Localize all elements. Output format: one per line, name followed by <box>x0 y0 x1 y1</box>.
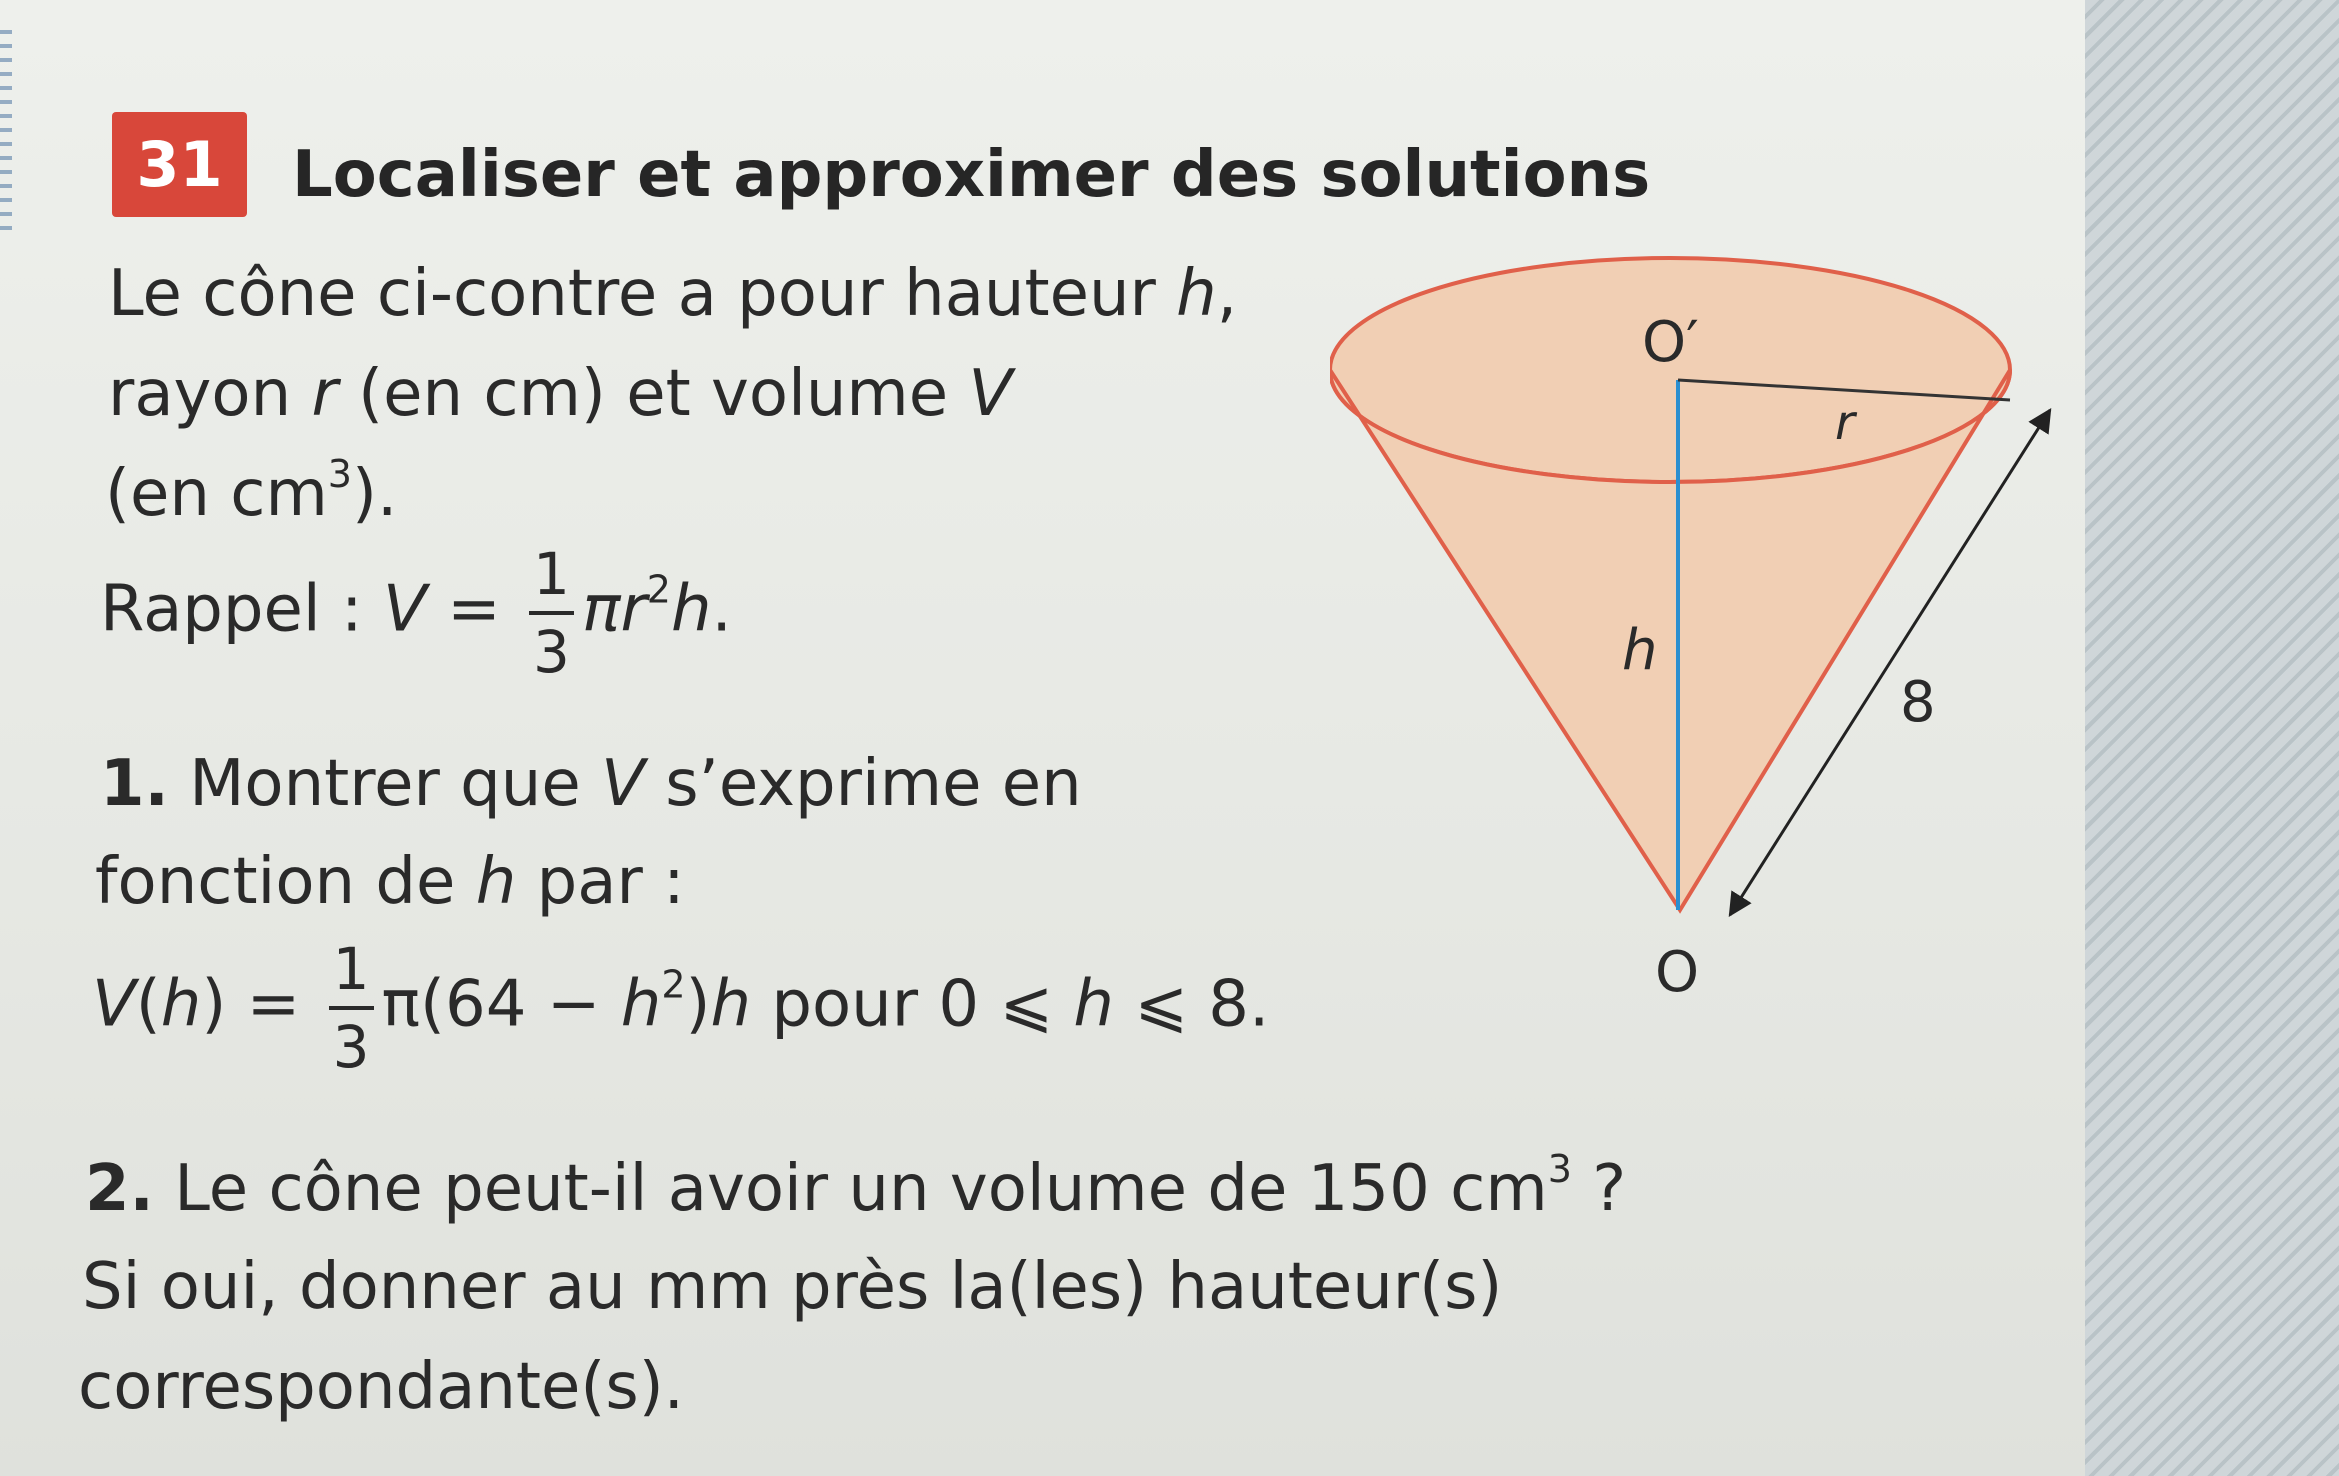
q-text: par : <box>516 845 685 919</box>
q1-line-1 <box>100 747 1082 821</box>
intro-text: rayon <box>108 357 312 431</box>
intro-line-2 <box>108 357 1013 431</box>
intro-line-1 <box>108 257 1238 331</box>
point-o-prime: O′ <box>1642 310 1699 375</box>
exponent: 2 <box>661 962 686 1007</box>
equals: = <box>426 572 522 647</box>
var-v: V <box>92 967 136 1042</box>
q1-formula <box>92 935 1270 1081</box>
q-text: fonction de <box>95 845 476 919</box>
fraction <box>529 540 574 686</box>
formula-part: π(64 − <box>381 967 621 1042</box>
fraction-bar <box>529 611 574 615</box>
exponent: 2 <box>646 567 671 612</box>
q-text: ? <box>1571 1152 1627 1226</box>
slant-label: 8 <box>1900 670 1936 735</box>
q1-line-2 <box>95 845 685 919</box>
var-v: V <box>968 357 1013 431</box>
denominator: 3 <box>533 618 570 686</box>
formula-part: pour 0 ⩽ <box>751 967 1074 1042</box>
var-h: h <box>620 967 662 1042</box>
exponent: 3 <box>327 452 352 496</box>
q2-line-3: correspondante(s). <box>78 1350 684 1424</box>
question-number: 2. <box>85 1152 154 1226</box>
var-h: h <box>710 967 752 1042</box>
intro-text: (en cm) et volume <box>337 357 969 431</box>
var-v: V <box>382 572 427 647</box>
point-o: O <box>1655 940 1700 1005</box>
punct: ). <box>351 457 398 531</box>
q-text: Montrer que <box>168 747 602 821</box>
punct: . <box>711 572 732 647</box>
rappel-label: Rappel : <box>100 572 383 647</box>
paren: ( <box>135 967 161 1042</box>
var-h: h <box>1073 967 1114 1042</box>
equals: ) = <box>201 967 321 1042</box>
intro-text: Le cône ci-contre a pour hauteur <box>108 257 1177 331</box>
numerator: 1 <box>533 540 570 608</box>
var-h: h <box>475 845 517 919</box>
q-text: s’exprime en <box>644 747 1082 821</box>
radius-label: r <box>1835 395 1855 451</box>
cone-diagram <box>1330 250 2090 1010</box>
var-v: V <box>601 747 645 821</box>
exponent: 3 <box>1547 1147 1572 1191</box>
cone-svg <box>1330 250 2090 1010</box>
numerator: 1 <box>332 935 370 1003</box>
rappel-line <box>100 540 732 686</box>
height-label: h <box>1622 618 1658 683</box>
var-h: h <box>1176 257 1217 331</box>
q2-line-2: Si oui, donner au mm près la(les) hauteur(s) <box>82 1250 1503 1324</box>
page-margin-stripe <box>2085 0 2339 1476</box>
var-r: r <box>311 357 338 431</box>
formula-part: ⩽ 8. <box>1113 967 1270 1042</box>
denominator: 3 <box>332 1013 370 1081</box>
question-number: 1. <box>100 747 169 821</box>
punct: , <box>1216 257 1238 331</box>
pi-r: πr <box>581 572 647 647</box>
q2-line-1 <box>85 1147 1627 1226</box>
intro-line-3 <box>105 452 398 531</box>
exercise-number-badge: 31 <box>112 112 247 217</box>
paren: ) <box>685 967 711 1042</box>
fraction <box>329 935 374 1081</box>
binding-dots <box>0 30 12 230</box>
intro-text: (en cm <box>105 457 328 531</box>
exercise-title: Localiser et approximer des solutions <box>292 138 1651 212</box>
var-h: h <box>670 572 712 647</box>
fraction-bar <box>329 1006 374 1010</box>
var-h: h <box>160 967 202 1042</box>
q-text: Le cône peut-il avoir un volume de 150 cm <box>153 1152 1548 1226</box>
